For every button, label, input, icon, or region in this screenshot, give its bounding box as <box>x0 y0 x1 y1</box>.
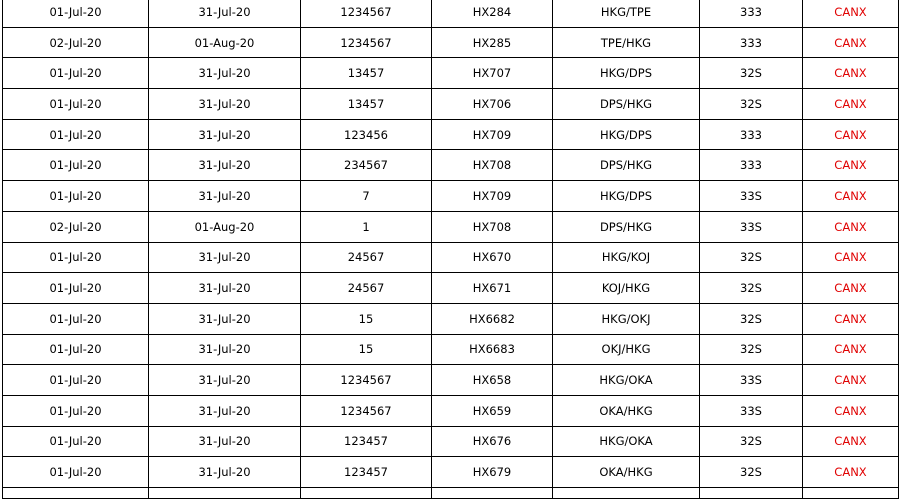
date-to-cell: 31-Jul-20 <box>149 457 301 488</box>
date-to-cell: 31-Jul-20 <box>149 119 301 150</box>
date-from-cell: 01-Jul-20 <box>3 395 149 426</box>
table-body <box>3 0 899 499</box>
flight-number-cell: HX6683 <box>432 334 553 365</box>
equipment-cell: 333 <box>700 0 803 27</box>
equipment-cell: 33S <box>700 211 803 242</box>
route-cell: HKG/DPS <box>553 119 700 150</box>
table-row <box>3 426 899 457</box>
date-to-cell: 31-Jul-20 <box>149 365 301 396</box>
date-to-cell: 31-Jul-20 <box>149 273 301 304</box>
status-cell: CANX <box>803 395 899 426</box>
route-cell: TPE/HKG <box>553 27 700 58</box>
date-from-cell: 02-Jul-20 <box>3 27 149 58</box>
equipment-cell: 32S <box>700 426 803 457</box>
status-cell: CANX <box>803 181 899 212</box>
date-to-cell: 31-Jul-20 <box>149 181 301 212</box>
equipment-cell: 32S <box>700 273 803 304</box>
status-cell: CANX <box>803 457 899 488</box>
flight-number-cell: HX708 <box>432 211 553 242</box>
table-row-partial <box>3 488 899 499</box>
date-from-cell: 01-Jul-20 <box>3 89 149 120</box>
date-to-cell: 31-Jul-20 <box>149 89 301 120</box>
status-cell: CANX <box>803 242 899 273</box>
equipment-cell: 333 <box>700 119 803 150</box>
operating-days-cell: 123457 <box>301 457 432 488</box>
flight-number-cell: HX706 <box>432 89 553 120</box>
status-cell: CANX <box>803 211 899 242</box>
flight-number-cell: HX671 <box>432 273 553 304</box>
date-to-cell: 31-Jul-20 <box>149 242 301 273</box>
table-row <box>3 242 899 273</box>
equipment-cell: 33S <box>700 365 803 396</box>
flight-number-cell: HX679 <box>432 457 553 488</box>
date-to-cell: 01-Aug-20 <box>149 211 301 242</box>
operating-days-cell: 13457 <box>301 58 432 89</box>
date-from-cell: 01-Jul-20 <box>3 150 149 181</box>
equipment-cell: 32S <box>700 58 803 89</box>
date-from-cell: 01-Jul-20 <box>3 334 149 365</box>
route-cell: HKG/DPS <box>553 181 700 212</box>
status-cell: CANX <box>803 303 899 334</box>
flight-number-cell: HX6682 <box>432 303 553 334</box>
date-from-cell: 01-Jul-20 <box>3 119 149 150</box>
flight-number-cell: HX658 <box>432 365 553 396</box>
route-cell: HKG/DPS <box>553 58 700 89</box>
status-cell: CANX <box>803 334 899 365</box>
table-row <box>3 211 899 242</box>
flight-number-cell: HX709 <box>432 181 553 212</box>
equipment-cell: 333 <box>700 150 803 181</box>
operating-days-cell: 7 <box>301 181 432 212</box>
flight-number-cell: HX709 <box>432 119 553 150</box>
route-cell: HKG/OKJ <box>553 303 700 334</box>
table-row <box>3 457 899 488</box>
table-row <box>3 181 899 212</box>
equipment-cell: 32S <box>700 457 803 488</box>
operating-days-cell: 123456 <box>301 119 432 150</box>
flight-number-cell: HX707 <box>432 58 553 89</box>
flight-schedule-table <box>2 0 899 499</box>
flight-number-cell: HX285 <box>432 27 553 58</box>
table-row <box>3 58 899 89</box>
date-from-cell: 01-Jul-20 <box>3 365 149 396</box>
empty-cell <box>553 488 700 499</box>
date-from-cell: 01-Jul-20 <box>3 426 149 457</box>
route-cell: OKA/HKG <box>553 395 700 426</box>
status-cell: CANX <box>803 27 899 58</box>
date-from-cell: 01-Jul-20 <box>3 273 149 304</box>
operating-days-cell: 1 <box>301 211 432 242</box>
status-cell: CANX <box>803 273 899 304</box>
empty-cell <box>803 488 899 499</box>
operating-days-cell: 1234567 <box>301 27 432 58</box>
route-cell: HKG/OKA <box>553 365 700 396</box>
route-cell: OKJ/HKG <box>553 334 700 365</box>
route-cell: OKA/HKG <box>553 457 700 488</box>
equipment-cell: 32S <box>700 303 803 334</box>
flight-number-cell: HX284 <box>432 0 553 27</box>
date-to-cell: 31-Jul-20 <box>149 58 301 89</box>
route-cell: HKG/KOJ <box>553 242 700 273</box>
route-cell: DPS/HKG <box>553 150 700 181</box>
operating-days-cell: 24567 <box>301 242 432 273</box>
date-to-cell: 31-Jul-20 <box>149 303 301 334</box>
operating-days-cell: 13457 <box>301 89 432 120</box>
table-row <box>3 150 899 181</box>
empty-cell <box>3 488 149 499</box>
date-to-cell: 31-Jul-20 <box>149 0 301 27</box>
equipment-cell: 33S <box>700 395 803 426</box>
date-from-cell: 01-Jul-20 <box>3 58 149 89</box>
route-cell: DPS/HKG <box>553 89 700 120</box>
table-row <box>3 334 899 365</box>
empty-cell <box>700 488 803 499</box>
operating-days-cell: 24567 <box>301 273 432 304</box>
status-cell: CANX <box>803 58 899 89</box>
empty-cell <box>301 488 432 499</box>
operating-days-cell: 15 <box>301 334 432 365</box>
date-to-cell: 01-Aug-20 <box>149 27 301 58</box>
route-cell: HKG/TPE <box>553 0 700 27</box>
date-from-cell: 02-Jul-20 <box>3 211 149 242</box>
status-cell: CANX <box>803 89 899 120</box>
table-row <box>3 303 899 334</box>
date-from-cell: 01-Jul-20 <box>3 457 149 488</box>
date-from-cell: 01-Jul-20 <box>3 303 149 334</box>
operating-days-cell: 1234567 <box>301 365 432 396</box>
flight-number-cell: HX659 <box>432 395 553 426</box>
status-cell: CANX <box>803 426 899 457</box>
table-row <box>3 395 899 426</box>
date-to-cell: 31-Jul-20 <box>149 334 301 365</box>
date-from-cell: 01-Jul-20 <box>3 242 149 273</box>
table-row <box>3 273 899 304</box>
date-to-cell: 31-Jul-20 <box>149 395 301 426</box>
table-row <box>3 27 899 58</box>
operating-days-cell: 234567 <box>301 150 432 181</box>
table-row <box>3 89 899 120</box>
route-cell: HKG/OKA <box>553 426 700 457</box>
operating-days-cell: 1234567 <box>301 395 432 426</box>
empty-cell <box>149 488 301 499</box>
operating-days-cell: 15 <box>301 303 432 334</box>
table-row <box>3 119 899 150</box>
equipment-cell: 333 <box>700 27 803 58</box>
equipment-cell: 32S <box>700 89 803 120</box>
status-cell: CANX <box>803 150 899 181</box>
empty-cell <box>432 488 553 499</box>
operating-days-cell: 123457 <box>301 426 432 457</box>
date-to-cell: 31-Jul-20 <box>149 426 301 457</box>
date-to-cell: 31-Jul-20 <box>149 150 301 181</box>
route-cell: KOJ/HKG <box>553 273 700 304</box>
flight-number-cell: HX676 <box>432 426 553 457</box>
table-row <box>3 365 899 396</box>
equipment-cell: 32S <box>700 242 803 273</box>
table-row <box>3 0 899 27</box>
date-from-cell: 01-Jul-20 <box>3 181 149 212</box>
status-cell: CANX <box>803 119 899 150</box>
flight-number-cell: HX670 <box>432 242 553 273</box>
date-from-cell: 01-Jul-20 <box>3 0 149 27</box>
status-cell: CANX <box>803 365 899 396</box>
equipment-cell: 32S <box>700 334 803 365</box>
flight-number-cell: HX708 <box>432 150 553 181</box>
status-cell: CANX <box>803 0 899 27</box>
route-cell: DPS/HKG <box>553 211 700 242</box>
equipment-cell: 33S <box>700 181 803 212</box>
operating-days-cell: 1234567 <box>301 0 432 27</box>
